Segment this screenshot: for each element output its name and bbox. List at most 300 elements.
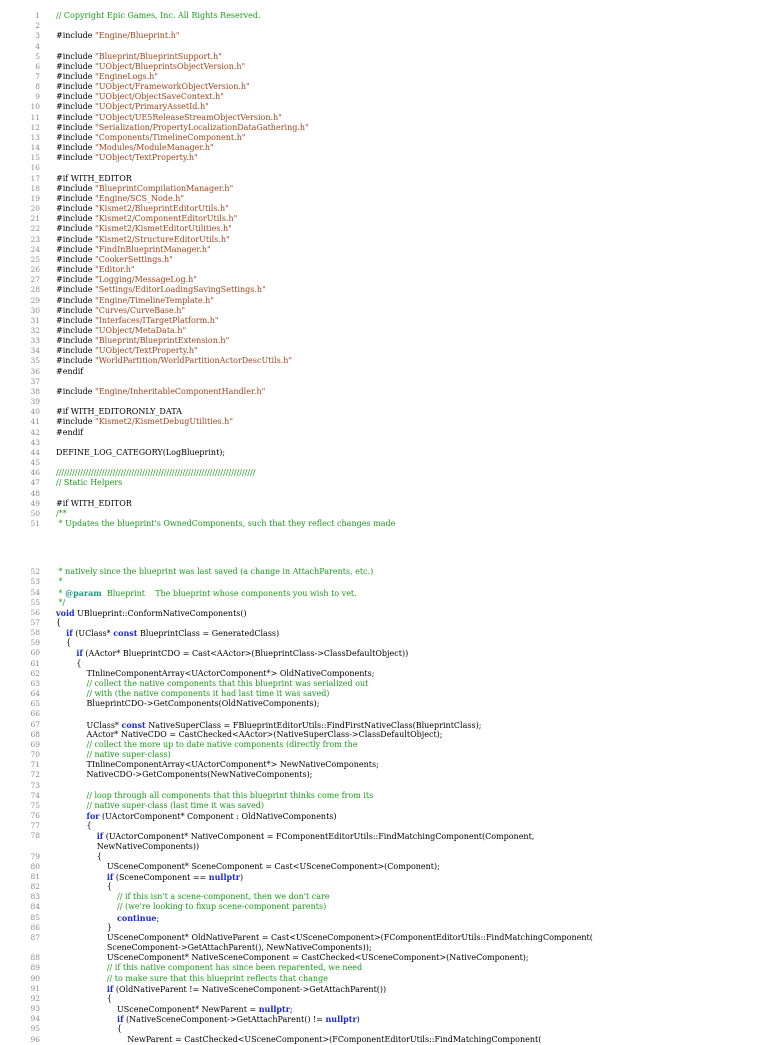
code-token: "Kismet2/KismetEditorUtilities.h"	[95, 224, 232, 234]
code-line	[0, 709, 768, 719]
code-line	[0, 994, 768, 1004]
code-text	[56, 923, 112, 933]
code-token: {	[56, 618, 62, 627]
code-line	[0, 588, 768, 598]
code-text	[56, 740, 357, 750]
code-token: "Engine/SCS_Node.h"	[95, 193, 185, 203]
line-number: 27	[30, 275, 40, 285]
code-text	[56, 153, 198, 163]
line-number: 83	[30, 892, 40, 902]
line-number: 86	[30, 922, 40, 932]
code-text	[56, 387, 265, 397]
code-text	[56, 567, 373, 577]
code-text	[56, 679, 368, 689]
code-token: #include	[56, 132, 96, 142]
code-text	[56, 214, 237, 224]
code-line	[0, 82, 768, 92]
code-line	[0, 31, 768, 41]
code-token: if	[106, 872, 114, 882]
line-number: 96	[30, 1034, 40, 1044]
line-number: 25	[30, 254, 40, 264]
line-number: 84	[30, 902, 40, 912]
line-number: 89	[30, 963, 40, 973]
code-token: // (we're looking to fixup scene-component parents)	[117, 902, 327, 912]
code-line	[0, 407, 768, 417]
line-number: 19	[30, 193, 40, 203]
code-line	[0, 862, 768, 872]
code-text	[56, 953, 529, 963]
code-text	[56, 669, 374, 679]
line-number: 70	[30, 750, 40, 759]
line-number: 13	[30, 132, 40, 142]
code-token: "Kismet2/ComponentEditorUtils.h"	[95, 214, 238, 224]
code-text	[56, 428, 83, 438]
code-token: UClass*	[56, 720, 122, 730]
code-text	[56, 296, 214, 306]
code-token: *	[56, 588, 66, 598]
code-text	[56, 204, 229, 214]
code-token: "Serialization/PropertyLocalizationDataGathering.h"	[95, 122, 309, 132]
line-number: 16	[30, 163, 40, 173]
code-token: USceneComponent* SceneComponent = Cast<USceneComponent>(Component);	[56, 861, 440, 871]
code-line	[0, 499, 768, 509]
line-number: 62	[30, 668, 40, 678]
code-token: (OldNativeParent != NativeSceneComponent->GetAttachParent())	[113, 984, 387, 994]
code-token: (UClass*	[72, 629, 114, 639]
code-token: const	[113, 628, 138, 639]
code-line	[0, 821, 768, 831]
code-line	[0, 204, 768, 214]
line-number: 2	[35, 21, 40, 31]
line-number: 11	[30, 112, 40, 122]
line-number: 7	[35, 72, 40, 81]
code-token: for	[86, 811, 100, 821]
code-token: {	[56, 851, 102, 861]
code-text	[56, 102, 209, 112]
code-line	[0, 791, 768, 801]
code-line	[0, 902, 768, 912]
code-text	[56, 31, 180, 41]
line-number: 6	[35, 61, 40, 71]
line-number: 67	[30, 719, 40, 729]
code-text	[56, 478, 122, 488]
line-number: 3	[35, 31, 40, 41]
code-line	[0, 326, 768, 336]
code-token: "Blueprint/BlueprintExtension.h"	[95, 336, 230, 346]
code-token: continue	[117, 912, 157, 923]
code-token: #include	[56, 183, 96, 193]
code-token: *	[56, 577, 63, 587]
code-token: {	[56, 638, 72, 648]
code-token: // Static Helpers	[56, 478, 123, 488]
code-line	[0, 275, 768, 285]
code-text	[56, 346, 198, 356]
line-number: 79	[30, 851, 40, 861]
code-token: TInlineComponentArray<UActorComponent*> OldNativeComponents;	[56, 668, 375, 678]
code-line	[0, 72, 768, 82]
line-number: 68	[30, 729, 40, 739]
code-token: "Engine/TimelineTemplate.h"	[95, 295, 214, 305]
code-text	[56, 659, 81, 669]
code-token	[56, 812, 87, 821]
code-token	[56, 1015, 117, 1024]
code-token: "BlueprintCompilationManager.h"	[95, 183, 234, 193]
code-token: }	[56, 922, 112, 932]
code-token: {	[56, 993, 112, 1003]
code-token: #if WITH_EDITOR	[56, 173, 132, 183]
code-token: "Kismet2/BlueprintEditorUtils.h"	[95, 204, 229, 213]
code-token: #if WITH_EDITORONLY_DATA	[56, 407, 182, 417]
line-number: 38	[30, 386, 40, 396]
code-line	[0, 1004, 768, 1014]
code-token: #include	[56, 153, 96, 163]
line-number: 92	[30, 993, 40, 1003]
code-text	[56, 862, 440, 872]
code-text	[56, 770, 312, 780]
code-line	[0, 478, 768, 488]
line-number: 40	[30, 407, 40, 417]
code-line	[0, 489, 768, 499]
code-line	[0, 648, 768, 658]
code-line	[0, 740, 768, 750]
code-line	[0, 519, 768, 529]
code-token: #include	[56, 204, 96, 213]
line-number: 23	[30, 234, 40, 244]
code-token: {	[56, 658, 82, 668]
code-token: "Curves/CurveBase.h"	[95, 305, 186, 315]
code-token: DEFINE_LOG_CATEGORY(LogBlueprint);	[56, 447, 226, 457]
code-token: )	[240, 873, 244, 882]
code-line	[0, 1024, 768, 1034]
code-token: if	[76, 648, 83, 659]
code-text	[56, 902, 326, 912]
line-number: 52	[30, 567, 40, 577]
code-line	[0, 428, 768, 438]
code-token: Blueprint The blueprint whose components you wish to vet.	[101, 588, 357, 598]
code-line	[0, 720, 768, 730]
code-token: // if this isn't a scene-component, then we don't care	[117, 892, 330, 902]
line-number: 32	[30, 326, 40, 335]
code-line	[0, 689, 768, 699]
code-token: // native super-class)	[86, 750, 171, 759]
line-number: 33	[30, 336, 40, 346]
code-line	[0, 770, 768, 780]
line-number: 39	[30, 397, 40, 407]
code-token: #endif	[56, 427, 84, 437]
code-text	[56, 174, 132, 184]
code-token: NewNativeComponents))	[56, 841, 200, 851]
code-token	[56, 801, 87, 810]
code-text	[56, 224, 232, 234]
code-text	[56, 448, 225, 458]
code-line	[0, 448, 768, 458]
code-token: #include	[56, 265, 96, 274]
code-line	[0, 811, 768, 821]
code-line	[0, 618, 768, 628]
code-token: #include	[56, 112, 96, 122]
code-token: "FindInBlueprintManager.h"	[95, 244, 211, 254]
code-token	[56, 740, 87, 749]
code-line	[0, 943, 768, 953]
line-number: 35	[30, 356, 40, 366]
code-line	[0, 367, 768, 377]
code-line	[0, 62, 768, 72]
code-line	[0, 113, 768, 123]
line-number: 20	[30, 204, 40, 213]
code-token: #include	[56, 51, 96, 61]
code-line	[0, 628, 768, 638]
line-number: 66	[30, 709, 40, 719]
code-token	[56, 649, 76, 658]
code-token: ;	[289, 1005, 293, 1014]
code-token: "UObject/UE5ReleaseStreamObjectVersion.h"	[95, 112, 282, 122]
code-text	[56, 519, 395, 529]
code-token	[56, 914, 117, 923]
code-token: AActor* NativeCDO = CastChecked<AActor>(NativeSuperClass->ClassDefaultObject);	[56, 729, 443, 739]
code-token: "UObject/PrimaryAssetId.h"	[95, 102, 209, 112]
code-line	[0, 174, 768, 184]
line-number: 22	[30, 224, 40, 234]
code-text	[56, 509, 67, 519]
line-number: 73	[30, 780, 40, 790]
code-token: NewParent = CastChecked<USceneComponent>(FComponentEditorUtils::FindMatchingComponent(	[56, 1034, 542, 1044]
code-line	[0, 194, 768, 204]
code-token: const	[121, 719, 146, 730]
code-token: ;	[156, 913, 160, 923]
line-number: 47	[30, 478, 40, 488]
code-token: BlueprintClass = GeneratedClass)	[137, 629, 280, 639]
code-token: void	[56, 607, 75, 618]
code-text	[56, 892, 330, 902]
line-number: 1	[35, 11, 40, 20]
code-line	[0, 153, 768, 163]
code-token	[56, 629, 66, 638]
line-number: 4	[35, 41, 40, 51]
code-token: */	[56, 597, 66, 607]
code-line	[0, 143, 768, 153]
line-number: 42	[30, 427, 40, 437]
line-number: 14	[30, 143, 40, 153]
code-line	[0, 306, 768, 316]
line-number: 36	[30, 366, 40, 376]
code-token: #include	[56, 305, 96, 315]
line-number: 85	[30, 912, 40, 922]
line-number: 75	[30, 800, 40, 810]
code-text	[56, 852, 102, 862]
code-token: if	[117, 1014, 124, 1025]
code-token: (NativeSceneComponent->GetAttachParent() !=	[123, 1015, 326, 1025]
code-line	[0, 801, 768, 811]
code-line	[0, 42, 768, 52]
code-token: #endif	[56, 366, 84, 376]
code-line	[0, 608, 768, 618]
code-text	[56, 133, 246, 143]
line-number: 54	[30, 587, 40, 597]
line-number: 57	[30, 618, 40, 627]
code-token: /**	[56, 508, 67, 518]
code-token: "WorldPartition/WorldPartitionActorDescUtils.h"	[95, 356, 293, 366]
code-text	[56, 750, 171, 760]
code-token: "Components/TimelineComponent.h"	[95, 132, 246, 142]
code-token: #include	[56, 254, 96, 264]
code-token: (SceneComponent ==	[113, 873, 209, 882]
line-number: 60	[30, 648, 40, 658]
line-number: 8	[35, 82, 40, 92]
code-token	[56, 689, 87, 698]
code-token	[56, 832, 97, 841]
code-text	[56, 882, 112, 892]
code-text	[56, 143, 214, 153]
code-token: (UActorComponent* Component : OldNativeComponents)	[99, 812, 337, 821]
line-number: 63	[30, 678, 40, 688]
code-token: "UObject/TextProperty.h"	[95, 346, 198, 356]
code-token	[56, 791, 87, 800]
code-token: #include	[56, 285, 96, 295]
line-number: 26	[30, 265, 40, 274]
code-line	[0, 760, 768, 770]
line-number: 9	[35, 92, 40, 102]
code-token: (AActor* BlueprintCDO = Cast<AActor>(BlueprintClass->ClassDefaultObject))	[82, 649, 409, 659]
code-token: "UObject/FrameworkObjectVersion.h"	[95, 82, 250, 92]
code-line	[0, 1014, 768, 1024]
line-number: 82	[30, 882, 40, 892]
code-text	[56, 336, 229, 346]
code-text	[56, 113, 282, 123]
code-token: BlueprintCDO->GetComponents(OldNativeComponents);	[56, 699, 320, 709]
line-number: 43	[30, 437, 40, 447]
code-token: "Interfaces/ITargetPlatform.h"	[95, 315, 219, 325]
code-line	[0, 638, 768, 648]
code-text	[56, 598, 65, 608]
code-text	[56, 801, 264, 811]
line-number: 64	[30, 689, 40, 699]
code-line	[0, 133, 768, 143]
code-text	[56, 468, 255, 478]
code-token: {	[56, 882, 112, 892]
code-token: {	[56, 821, 92, 831]
code-token	[56, 974, 107, 983]
code-token: "Editor.h"	[95, 265, 135, 274]
line-number: 69	[30, 739, 40, 749]
code-text	[56, 62, 245, 72]
code-line	[0, 872, 768, 882]
code-text	[56, 638, 71, 648]
code-token	[56, 750, 87, 759]
code-token: #include	[56, 315, 96, 325]
code-token: "UObject/BlueprintsObjectVersion.h"	[95, 61, 246, 71]
code-line	[0, 882, 768, 892]
line-number: 18	[30, 183, 40, 193]
code-token: #include	[56, 61, 96, 71]
code-token: UBlueprint::ConformNativeComponents()	[74, 608, 247, 618]
code-token	[56, 873, 107, 882]
line-number: 94	[30, 1014, 40, 1024]
line-number: 30	[30, 305, 40, 315]
code-token: // if this native component has since been reparented, we need	[106, 963, 363, 973]
line-number: 88	[30, 953, 40, 963]
code-token: if	[66, 628, 73, 639]
code-line	[0, 316, 768, 326]
line-number: 10	[30, 102, 40, 112]
code-line	[0, 577, 768, 587]
code-line	[0, 92, 768, 102]
line-number: 80	[30, 861, 40, 871]
code-text	[56, 265, 135, 275]
code-token: USceneComponent* OldNativeParent = Cast<USceneComponent>(FComponentEditorUtils::FindMatchingComponent(	[56, 932, 593, 942]
line-number: 31	[30, 315, 40, 325]
code-token: "Kismet2/StructureEditorUtils.h"	[95, 234, 230, 244]
code-token: if	[96, 831, 104, 842]
line-number: 78	[30, 831, 40, 841]
code-text	[56, 356, 292, 366]
code-text	[56, 123, 309, 133]
code-line	[0, 974, 768, 984]
code-token	[56, 892, 117, 901]
code-token: #include	[56, 102, 96, 112]
code-token: TInlineComponentArray<UActorComponent*> NewNativeComponents;	[56, 760, 379, 770]
line-number: 45	[30, 458, 40, 467]
line-number: 51	[30, 519, 40, 528]
code-token: // loop through all components that this blueprint thinks come from its	[86, 790, 374, 800]
code-line	[0, 750, 768, 760]
line-number: 5	[35, 51, 40, 61]
code-text	[56, 367, 83, 377]
code-token: NativeCDO->GetComponents(NewNativeComponents);	[56, 770, 313, 780]
code-line	[0, 21, 768, 31]
code-line	[0, 699, 768, 709]
code-token: // native super-class (last time it was saved)	[86, 800, 265, 810]
line-number: 37	[30, 376, 40, 386]
code-text	[56, 1024, 122, 1034]
code-line	[0, 842, 768, 852]
code-token: // to make sure that this blueprint reflects that change	[106, 973, 328, 983]
code-token: "Kismet2/KismetDebugUtilities.h"	[95, 417, 233, 427]
code-token: nullptr	[208, 872, 241, 882]
code-token	[56, 902, 117, 911]
code-token: "Settings/EditorLoadingSavingSettings.h"	[95, 285, 266, 295]
code-text	[56, 275, 197, 285]
line-number: 59	[30, 638, 40, 648]
code-line	[0, 509, 768, 519]
code-line	[0, 397, 768, 407]
line-number: 77	[30, 821, 40, 831]
code-line	[0, 417, 768, 427]
line-number: 55	[30, 597, 40, 607]
code-token: "UObject/MetaData.h"	[95, 326, 187, 335]
code-token: "Modules/ModuleManager.h"	[95, 143, 214, 153]
code-line	[0, 892, 768, 902]
code-token: "Blueprint/BlueprintSupport.h"	[95, 51, 222, 61]
code-text	[56, 933, 593, 943]
code-text	[56, 306, 185, 316]
code-token: #include	[56, 193, 96, 203]
code-text	[56, 791, 373, 801]
line-number: 49	[30, 498, 40, 508]
code-token: #include	[56, 295, 96, 305]
code-token: #include	[56, 346, 96, 356]
code-line	[0, 468, 768, 478]
line-number: 48	[30, 488, 40, 498]
code-line	[0, 336, 768, 346]
code-line	[0, 52, 768, 62]
code-text	[56, 499, 132, 509]
code-line	[0, 265, 768, 275]
code-token: // Copyright Epic Games, Inc. All Rights Reserved.	[56, 11, 261, 20]
code-token: SceneComponent->GetAttachParent(), NewNativeComponents));	[56, 943, 372, 953]
code-line	[0, 933, 768, 943]
code-token: #include	[56, 275, 96, 285]
code-line	[0, 438, 768, 448]
